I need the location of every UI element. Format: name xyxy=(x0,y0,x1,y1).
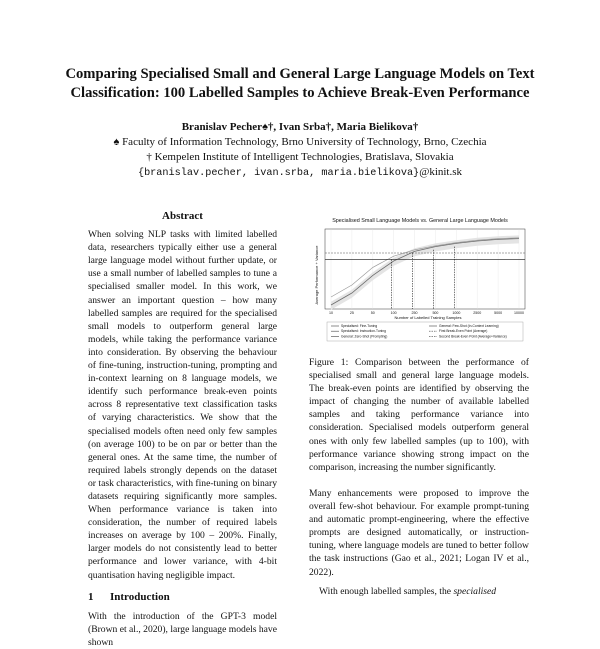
chart-ylabel: Average Performance + Variance xyxy=(314,245,319,305)
x-tick-label: 10000 xyxy=(514,311,524,315)
x-tick-label: 1000 xyxy=(452,311,461,315)
x-tick-label: 250 xyxy=(411,311,418,315)
abstract xyxy=(88,210,277,582)
email-names: {branislav.pecher, ivan.srba, maria.bielikova} xyxy=(137,168,420,179)
left-column xyxy=(88,210,277,649)
section-number: 1 xyxy=(88,590,94,603)
x-tick-label: 25 xyxy=(349,311,354,315)
legend-label: Second Break-Even Point (Average+Variance) xyxy=(439,334,507,339)
x-tick-label: 5000 xyxy=(494,311,503,315)
variance-band xyxy=(331,235,519,309)
chart-title: Specialised Small Language Models vs. General Large Language Models xyxy=(332,218,508,224)
abstract-heading: Abstract xyxy=(162,210,203,222)
right-paragraph-2 xyxy=(309,585,529,598)
right-paragraph-1: Many enhancements were proposed to improve the overall few-shot behaviour. For example prompt-tuning and automatic prompt-engineering, where the effective prompts are designed automatically, or instruction-tuning, where language models are tuned to better follow the task instructions (Gao et al., 2021; Logan IV et al., 2022). xyxy=(309,488,529,578)
x-tick-label: 10 xyxy=(329,311,333,315)
chart-legend xyxy=(327,322,523,341)
x-tick-label: 500 xyxy=(432,311,439,315)
email-domain: @kinit.sk xyxy=(419,166,463,178)
legend-label: Specialised: Fine-Tuning xyxy=(341,324,378,328)
x-tick-label: 2500 xyxy=(473,311,482,315)
author-block xyxy=(40,120,560,181)
affiliation-2: † Kempelen Institute of Intelligent Technologies, Bratislava, Slovakia xyxy=(146,151,454,163)
chart-xlabel: Number of Labelled Training Samples xyxy=(394,315,462,320)
figure-chart xyxy=(309,215,531,343)
legend-label: First Break-Even Point (Average) xyxy=(439,329,488,334)
section-title: Introduction xyxy=(110,590,170,603)
intro-text: With the introduction of the GPT-3 model (Brown et al., 2020), large language models have shown xyxy=(88,610,277,648)
right-paragraph-2-text: With enough labelled samples, the xyxy=(319,585,454,597)
x-tick-label: 100 xyxy=(390,311,397,315)
right-body xyxy=(309,487,529,598)
legend-label: General: Few-Shot (In-Context Learning) xyxy=(439,324,499,328)
figure-caption: Figure 1: Comparison between the performance of specialised small and general large language models. The break-even points are identified by observing the impact of changing the number of available labelled samples and taking performance variance into consideration. Specialised models outperform general ones with only few labelled samples (up to 100), with performance variance showing strong impact on the comparison, increasing the number significantly. xyxy=(309,357,529,473)
abstract-text: When solving NLP tasks with limited labelled data, researchers typically either use a general large language model without further update, or use a small number of labelled samples to tune a specialised smaller model. In this work, we answer an important question – how many labelled samples are required for the specialised small models to outperform general large models, while taking the performance variance into consideration. By observing the behaviour of fine-tuning, instruction-tuning, prompting and in-context learning on 8 language models, we identify such performance break-even points across 8 representative text classification tasks of varying characteristics. We show that the specialised models often need only few samples (on average 100) to be on par or better than the general ones. At the same time, the number of required labels strongly depends on the dataset or task characteristics, with fine-tuning on binary datasets requiring significantly more samples. When performance variance is taken into consideration, the number of required labels increases on average by 100 – 200%. Finally, larger models do not consistently lead to better performance and lower variance, with 4-bit quantisation having negligible impact. xyxy=(88,229,277,581)
right-paragraph-2-em: specialised xyxy=(453,585,497,597)
author-names: Branislav Pecher♠†, Ivan Srba†, Maria Bielikova† xyxy=(181,121,419,133)
paper-title: Comparing Specialised Small and General Large Language Models on Text Classification: 100 Labelled Samples to Achieve Break-Even Performance xyxy=(65,66,535,101)
section-heading xyxy=(88,591,277,604)
affiliation-1: ♠ Faculty of Information Technology, Brno University of Technology, Brno, Czechia xyxy=(113,136,487,148)
legend-label: General: Zero-Shot (Prompting) xyxy=(341,334,388,339)
emails xyxy=(40,165,560,181)
x-tick-label: 50 xyxy=(370,311,375,315)
legend-label: Specialised: Instruction-Tuning xyxy=(341,329,386,334)
